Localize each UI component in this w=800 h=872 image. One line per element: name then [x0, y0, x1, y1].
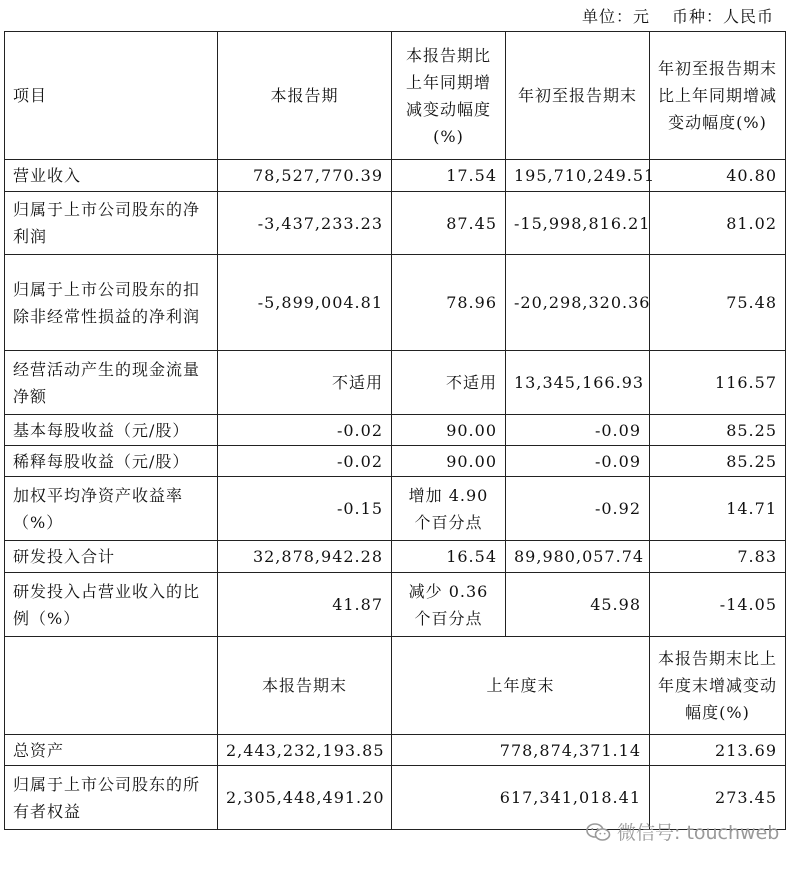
- current-value: -0.15: [218, 477, 392, 541]
- ytd-yoy-value: 14.71: [650, 477, 786, 541]
- ytd-yoy-value: 116.57: [650, 351, 786, 415]
- ytd-yoy-value: 75.48: [650, 255, 786, 351]
- current-yoy-value: 90.00: [392, 415, 506, 446]
- current-yoy-value: 90.00: [392, 446, 506, 477]
- ytd-value: -0.09: [506, 446, 650, 477]
- table-row: [5, 541, 786, 573]
- header-last-year-end: 上年度末: [392, 637, 650, 735]
- current-value: -0.02: [218, 446, 392, 477]
- change-value: 213.69: [650, 735, 786, 766]
- table-row: [5, 415, 786, 446]
- current-yoy-value: 87.45: [392, 192, 506, 255]
- current-value: 78,527,770.39: [218, 160, 392, 192]
- period-end-value: 2,443,232,193.85: [218, 735, 392, 766]
- current-yoy-value: 不适用: [392, 351, 506, 415]
- ytd-value: 45.98: [506, 573, 650, 637]
- table-row: [5, 255, 786, 351]
- current-yoy-value: 16.54: [392, 541, 506, 573]
- header-period-end: 本报告期末: [218, 637, 392, 735]
- row-label: 归属于上市公司股东的净利润: [5, 192, 218, 255]
- current-value: -3,437,233.23: [218, 192, 392, 255]
- header-ytd-yoy: 年初至报告期末比上年同期增减变动幅度(%): [650, 32, 786, 160]
- unit-label: 单位：元: [581, 7, 650, 26]
- header-row: [5, 32, 786, 160]
- current-yoy-value: 增加 4.90 个百分点: [392, 477, 506, 541]
- header-ytd: 年初至报告期末: [506, 32, 650, 160]
- last-year-end-value: 778,874,371.14: [392, 735, 650, 766]
- current-yoy-value: 减少 0.36 个百分点: [392, 573, 506, 637]
- last-year-end-value: 617,341,018.41: [392, 766, 650, 830]
- unit-currency-line: [582, 4, 774, 27]
- balance-header-blank: [5, 637, 218, 735]
- current-value: 32,878,942.28: [218, 541, 392, 573]
- current-yoy-value: 17.54: [392, 160, 506, 192]
- wechat-icon: [585, 822, 611, 842]
- period-end-value: 2,305,448,491.20: [218, 766, 392, 830]
- current-value: -5,899,004.81: [218, 255, 392, 351]
- change-value: 273.45: [650, 766, 786, 830]
- current-value: -0.02: [218, 415, 392, 446]
- row-label: 经营活动产生的现金流量净额: [5, 351, 218, 415]
- row-label: 归属于上市公司股东的所有者权益: [5, 766, 218, 830]
- financial-data-table: [4, 31, 786, 830]
- row-label: 研发投入占营业收入的比例（%）: [5, 573, 218, 637]
- table-row: [5, 573, 786, 637]
- currency-label: 币种：人民币: [671, 7, 774, 26]
- ytd-value: 13,345,166.93: [506, 351, 650, 415]
- ytd-value: 195,710,249.51: [506, 160, 650, 192]
- header-current-period: 本报告期: [218, 32, 392, 160]
- table-row: [5, 160, 786, 192]
- row-label: 基本每股收益（元/股）: [5, 415, 218, 446]
- watermark-text: 微信号: touchweb: [617, 822, 780, 844]
- ytd-yoy-value: 7.83: [650, 541, 786, 573]
- table-row: [5, 477, 786, 541]
- row-label: 归属于上市公司股东的扣除非经常性损益的净利润: [5, 255, 218, 351]
- balance-header-row: [5, 637, 786, 735]
- ytd-yoy-value: 85.25: [650, 446, 786, 477]
- table-row: [5, 192, 786, 255]
- row-label: 营业收入: [5, 160, 218, 192]
- header-item: 项目: [5, 32, 218, 160]
- ytd-yoy-value: 85.25: [650, 415, 786, 446]
- ytd-value: -0.92: [506, 477, 650, 541]
- ytd-yoy-value: 40.80: [650, 160, 786, 192]
- ytd-value: -15,998,816.21: [506, 192, 650, 255]
- ytd-value: 89,980,057.74: [506, 541, 650, 573]
- row-label: 稀释每股收益（元/股）: [5, 446, 218, 477]
- row-label: 加权平均净资产收益率（%）: [5, 477, 218, 541]
- row-label: 总资产: [5, 735, 218, 766]
- ytd-value: -0.09: [506, 415, 650, 446]
- header-current-yoy: 本报告期比上年同期增减变动幅度(%): [392, 32, 506, 160]
- current-value: 不适用: [218, 351, 392, 415]
- watermark: [585, 818, 779, 845]
- ytd-value: -20,298,320.36: [506, 255, 650, 351]
- ytd-yoy-value: -14.05: [650, 573, 786, 637]
- table-row: [5, 351, 786, 415]
- row-label: 研发投入合计: [5, 541, 218, 573]
- header-change: 本报告期末比上年度末增减变动幅度(%): [650, 637, 786, 735]
- current-value: 41.87: [218, 573, 392, 637]
- table-row: [5, 446, 786, 477]
- table-row: [5, 735, 786, 766]
- current-yoy-value: 78.96: [392, 255, 506, 351]
- ytd-yoy-value: 81.02: [650, 192, 786, 255]
